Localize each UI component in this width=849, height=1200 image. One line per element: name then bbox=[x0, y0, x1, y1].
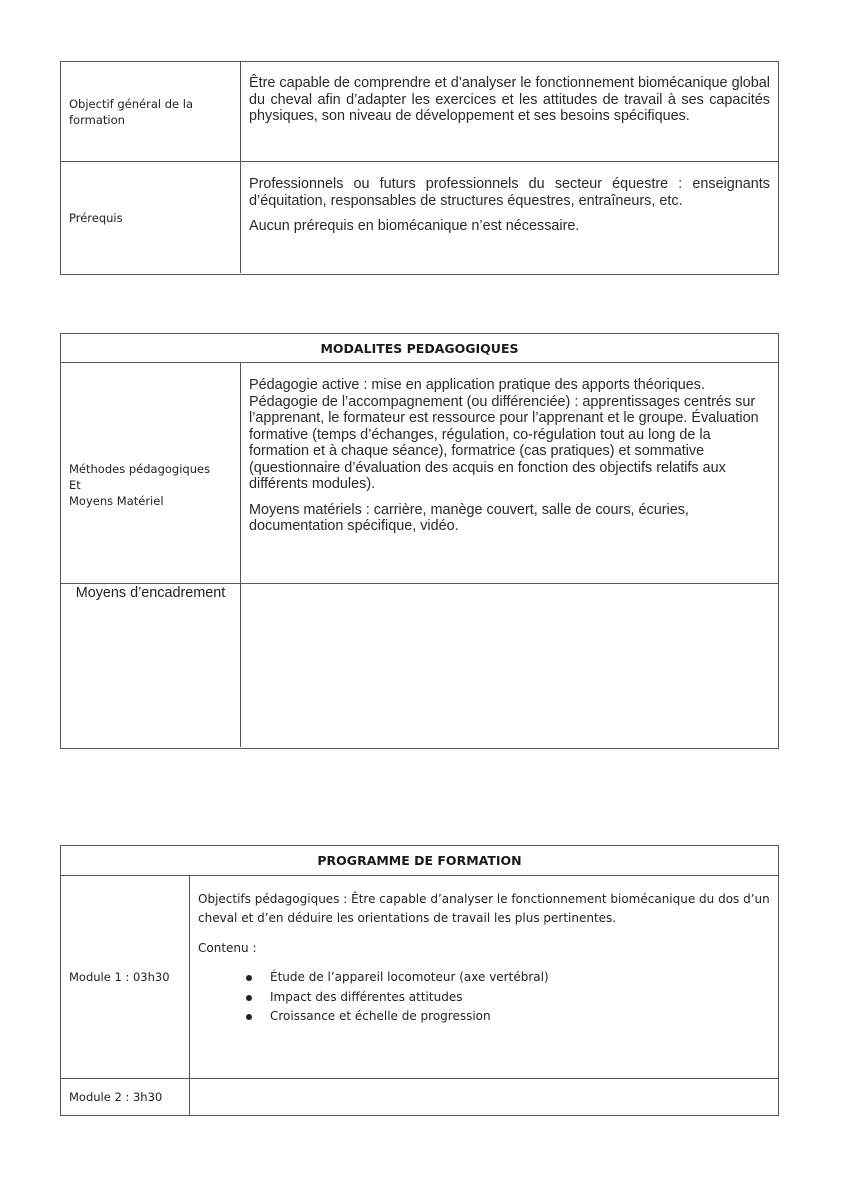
prerequisites-row bbox=[61, 161, 778, 273]
supervision-label bbox=[61, 584, 241, 747]
prerequisites-label bbox=[61, 162, 241, 273]
prerequisites-paragraph-2: Aucun prérequis en biomécanique n’est nécessaire. bbox=[249, 218, 580, 234]
methods-paragraph-1: Pédagogie active : mise en application pratique des apports théoriques. Pédagogie de l’accompagnement (ou différenciée) : apprentissages centrés sur l’apprenant, le formateur est ressource pour l’apprenant et le groupe. Évaluation formative (temps d’échanges, régulation, co-régulation tout au long de la formation et à chaque séance), formatrice (cas pratiques) et sommative (questionnaire d’évaluation des acquis en fonction des objectifs relatifs aux différents modules). bbox=[249, 377, 759, 492]
list-item: Impact des différentes attitudes bbox=[246, 988, 770, 1008]
supervision-label-text: Moyens d’encadrement bbox=[75, 585, 226, 601]
module-1-label-text: Module 1 : 03h30 bbox=[69, 970, 170, 984]
table-header-text: PROGRAMME DE FORMATION bbox=[317, 853, 522, 868]
objective-text: Être capable de comprendre et d’analyser le fonctionnement biomécanique global du cheval afin d’adapter les exercices et les attitudes de travail à ses capacités physiques, son niveau de développement et ses besoins spécifiques. bbox=[249, 75, 770, 124]
methods-label bbox=[61, 363, 241, 583]
methods-label-group bbox=[69, 461, 210, 509]
objective-content bbox=[241, 62, 778, 161]
methods-content bbox=[241, 363, 778, 583]
module-2-label-text: Module 2 : 3h30 bbox=[69, 1090, 163, 1104]
objective-row bbox=[61, 62, 778, 161]
table-header bbox=[61, 846, 778, 875]
module-2-content bbox=[190, 1079, 778, 1115]
module-1-content-title: Contenu : bbox=[198, 941, 257, 955]
prerequisites-content bbox=[241, 162, 778, 273]
supervision-row bbox=[61, 583, 778, 747]
module-2-label bbox=[61, 1079, 190, 1115]
table-header bbox=[61, 334, 778, 362]
training-program-table bbox=[60, 845, 779, 1116]
methods-label-line-2: Et bbox=[69, 478, 81, 492]
module-1-content-list bbox=[198, 968, 770, 1027]
supervision-content bbox=[241, 584, 778, 747]
module-1-content bbox=[190, 876, 778, 1078]
methods-label-line-3: Moyens Matériel bbox=[69, 494, 164, 508]
prerequisites-paragraph-1: Professionnels ou futurs professionnels du secteur équestre : enseignants d’équitation, responsables de structures équestres, entraîneurs, etc. bbox=[249, 176, 770, 209]
table-header-text: MODALITES PEDAGOGIQUES bbox=[320, 340, 519, 356]
objective-label bbox=[61, 62, 241, 161]
objective-label-text: Objectif général de la formation bbox=[69, 96, 193, 127]
pedagogical-methods-table bbox=[60, 333, 779, 749]
list-item: Étude de l’appareil locomoteur (axe vertébral) bbox=[246, 968, 770, 988]
list-item: Croissance et échelle de progression bbox=[246, 1007, 770, 1027]
module-1-row bbox=[61, 875, 778, 1078]
prerequisites-label-text: Prérequis bbox=[69, 210, 123, 225]
module-2-row bbox=[61, 1078, 778, 1115]
methods-row bbox=[61, 362, 778, 583]
methods-paragraph-2: Moyens matériels : carrière, manège couvert, salle de cours, écuries, documentation spécifique, vidéo. bbox=[249, 501, 689, 534]
module-1-objectives: Objectifs pédagogiques : Être capable d’analyser le fonctionnement biomécanique du dos d’un cheval et d’en déduire les orientations de travail les plus pertinentes. bbox=[198, 892, 770, 925]
methods-label-line-1: Méthodes pédagogiques bbox=[69, 462, 211, 476]
module-1-label bbox=[61, 876, 190, 1078]
general-info-table bbox=[60, 61, 779, 275]
